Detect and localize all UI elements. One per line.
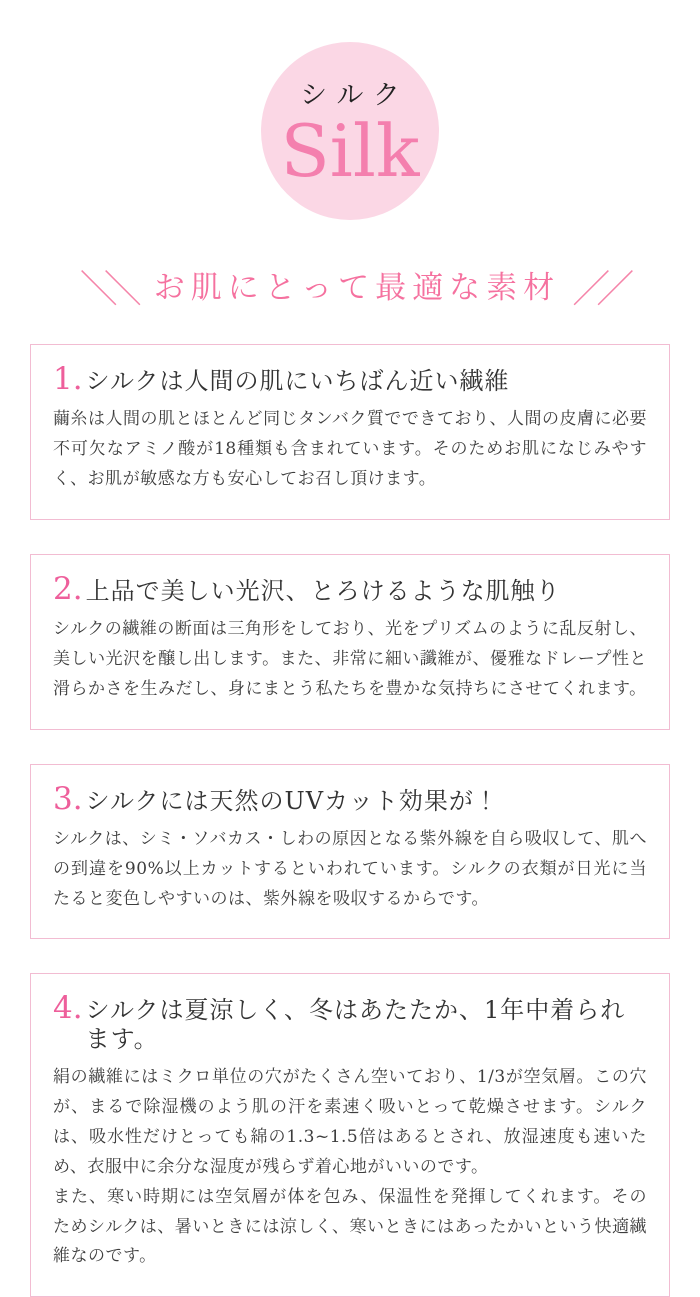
card-2-title-row — [53, 572, 647, 606]
card-1-body — [53, 405, 647, 495]
card-2-gloss-texture — [30, 554, 670, 730]
card-3-uv-cut — [30, 764, 670, 940]
card-2-body — [53, 615, 647, 705]
badge-label-en: Silk — [280, 108, 420, 193]
card-4-title: シルクは夏涼しく、冬はあたたか、1年中着られます。 — [85, 996, 626, 1054]
card-4-number: 4. — [53, 990, 83, 1027]
silk-badge-circle — [261, 42, 439, 220]
card-3-paragraph: シルクは、シミ・ソバカス・しわの原因となる紫外線を自ら吸収して、肌への到違を90%以上カットするといわれています。シルクの衣類が日光に当たると変色しやすいのは、紫外線を吸収するからです。 — [53, 828, 647, 909]
section-heading-text: お肌にとって最適な素材 — [153, 270, 561, 307]
card-4-all-season — [30, 973, 670, 1297]
card-1-number: 1. — [53, 361, 83, 397]
badge-label-jp: シルク — [300, 79, 410, 111]
card-2-number: 2. — [53, 570, 83, 607]
card-3-title-row — [53, 782, 647, 816]
card-4-paragraph-1: 絹の繊維にはミクロ単位の穴がたくさん空いており、1/3が空気層。この穴が、まるで除湿機のよう肌の汗を素速く吸いとって乾燥させます。シルクは、吸水性だけとっても綿の1.3~1.5倍はあるとされ、放湿速度も速いため、衣服中に余分な湿度が残らず着心地がいいのです。 — [53, 1067, 647, 1177]
card-3-number: 3. — [53, 780, 83, 817]
decorative-slash-left-icon: ＼＼ — [79, 267, 128, 311]
card-3-body — [53, 825, 647, 915]
card-1-paragraph: 繭糸は人間の肌とほとんど同じタンバク質でできており、人間の皮膚に必要不可欠なアミノ酸が18種類も含まれています。そのためお肌になじみやすく、お肌が敏感な方も安心してお召し頂けます。 — [53, 409, 647, 489]
card-4-paragraph-2: また、寒い時期には空気層が体を包み、保温性を発揮してくれます。そのためシルクは、暑いときには涼しく、寒いときにはあったかいという快適繊維なのです。 — [53, 1186, 647, 1267]
card-4-title-row — [53, 991, 647, 1054]
card-2-title: 上品で美しい光沢、とろけるような肌触り — [85, 576, 561, 605]
feature-cards — [30, 344, 670, 1297]
card-3-title: シルクには天然のUVカット効果が！ — [85, 786, 499, 815]
card-2-paragraph: シルクの繊維の断面は三角形をしており、光をプリズムのように乱反射し、美しい光沢を醸し出します。また、非常に細い讖維が、優雅なドレープ性と滑らかさを生みだし、身にまとう私たちを豊かな気持ちにさせてくれます。 — [53, 618, 647, 699]
card-1-title: シルクは人間の肌にいちばん近い繊維 — [85, 367, 510, 395]
decorative-slash-right-icon: ／／ — [572, 267, 621, 311]
card-1-title-row — [53, 362, 647, 396]
section-heading — [0, 267, 700, 311]
card-4-body — [53, 1063, 647, 1272]
card-1-skin-closest-fiber — [30, 344, 670, 520]
